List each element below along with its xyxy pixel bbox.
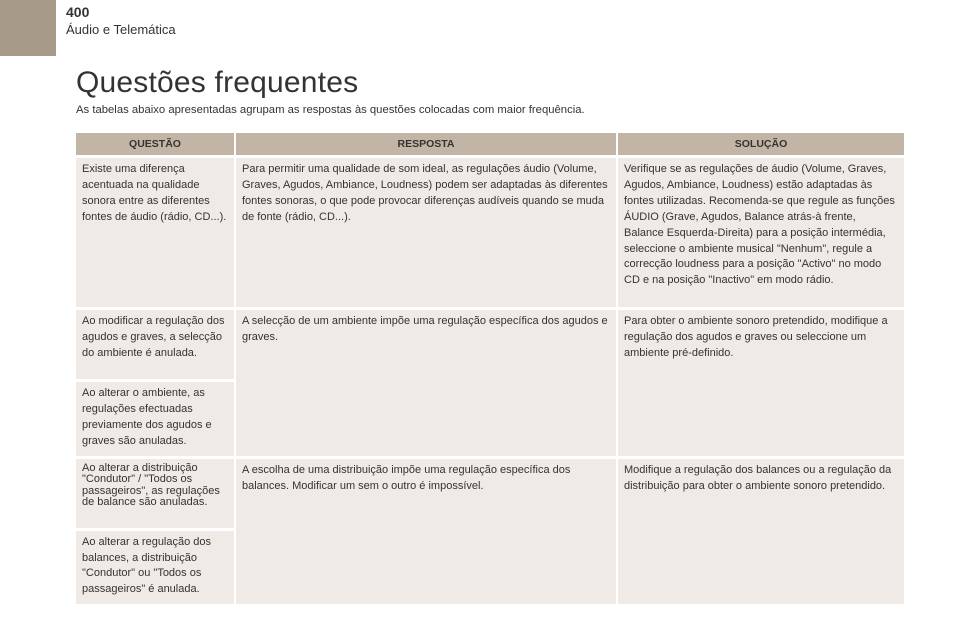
table-row xyxy=(76,307,904,379)
answer-cell: A selecção de um ambiente impõe uma regulação específica dos agudos e graves. xyxy=(236,307,618,456)
question-cell: Ao alterar a regulação dos balances, a distribuição "Condutor" ou "Todos os passageiros" é anulada. xyxy=(76,528,236,605)
section-name: Áudio e Telemática xyxy=(66,22,176,37)
table-header-row xyxy=(76,133,904,155)
table-row xyxy=(76,155,904,307)
page-number: 400 xyxy=(66,4,90,20)
question-cell: Ao modificar a regulação dos agudos e graves, a selecção do ambiente é anulada. xyxy=(76,307,236,379)
page-title: Questões frequentes xyxy=(76,66,359,99)
corner-tab xyxy=(0,0,56,56)
answer-cell: A escolha de uma distribuição impõe uma regulação específica dos balances. Modificar um sem o outro é impossível. xyxy=(236,456,618,605)
question-cell: Existe uma diferença acentuada na qualidade sonora entre as diferentes fontes de áudio (rádio, CD...). xyxy=(76,155,236,307)
table-row xyxy=(76,456,904,528)
faq-table xyxy=(76,133,904,604)
header-answer: RESPOSTA xyxy=(236,133,618,155)
solution-cell: Verifique se as regulações de áudio (Volume, Graves, Agudos, Ambiance, Loudness) estão adaptadas às fontes utilizadas. Recomenda-se que regule as funções ÁUDIO (Grave, Agudos, Balance atrás-à frente, Balance Esquerda-Direita) para a posição intermédia, seleccione o ambiente musical "Nenhum", regule a correcção loudness para a posição "Activo" no modo CD e na posição "Inactivo" em modo rádio. xyxy=(618,155,904,307)
question-cell: Ao alterar a distribuição "Condutor" / "Todos os passageiros", as regulações de balance são anuladas. xyxy=(76,456,236,528)
answer-cell: Para permitir uma qualidade de som ideal, as regulações áudio (Volume, Graves, Agudos, Ambiance, Loudness) podem ser adaptadas às diferentes fontes sonoras, o que pode provocar diferenças audíveis quando se muda de fonte (rádio, CD...). xyxy=(236,155,618,307)
solution-cell: Modifique a regulação dos balances ou a regulação da distribuição para obter o ambiente sonoro pretendido. xyxy=(618,456,904,605)
question-cell: Ao alterar o ambiente, as regulações efectuadas previamente dos agudos e graves são anuladas. xyxy=(76,379,236,456)
solution-cell: Para obter o ambiente sonoro pretendido, modifique a regulação dos agudos e graves ou seleccione um ambiente pré-definido. xyxy=(618,307,904,456)
header-solution: SOLUÇÃO xyxy=(618,133,904,155)
intro-text: As tabelas abaixo apresentadas agrupam as respostas às questões colocadas com maior frequência. xyxy=(76,104,585,116)
header-question: QUESTÃO xyxy=(76,133,236,155)
